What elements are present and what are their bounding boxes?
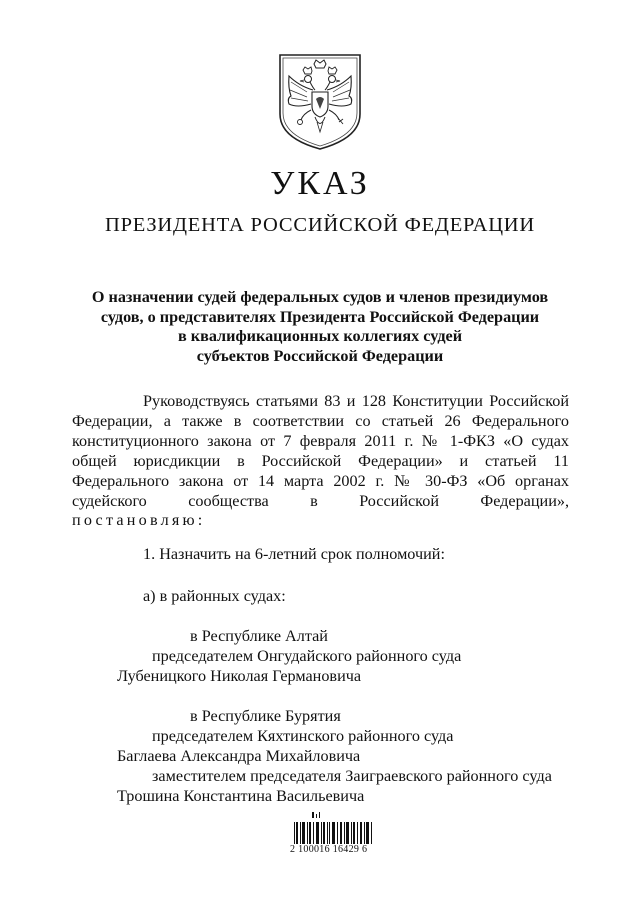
document-subtitle: ПРЕЗИДЕНТА РОССИЙСКОЙ ФЕДЕРАЦИИ xyxy=(104,214,536,236)
region-buryatia: в Республике Бурятия xyxy=(190,707,341,725)
appointment-position: председателем Кяхтинского районного суда xyxy=(152,727,454,745)
heading-line: субъектов Российской Федерации xyxy=(196,346,444,365)
appointment-position: председателем Онгудайского районного суда xyxy=(152,647,462,665)
appointee-name: Трошина Константина Васильевича xyxy=(117,787,365,805)
heading-line: О назначении судей федеральных судов и членов президиумов xyxy=(91,288,549,306)
heading-line: в квалификационных коллегиях судей xyxy=(177,327,463,346)
appointee-name: Баглаева Александра Михайловича xyxy=(117,747,361,765)
preamble-line: конституционного закона от 7 февраля 2011 г. № 1-ФКЗ «О судах xyxy=(72,431,569,450)
heading-line: судов, о представителях Президента Российской Федерации xyxy=(100,307,540,326)
preamble-line: судейского сообщества в Российской Федерации», xyxy=(72,491,569,510)
preamble-line: Федерации, а также в соответствии со статьей 26 Федерального xyxy=(72,411,569,430)
item-1: 1. Назначить на 6-летний срок полномочий: xyxy=(143,545,445,563)
region-altai: в Республике Алтай xyxy=(190,627,328,645)
coat-of-arms-emblem xyxy=(277,52,363,152)
item-a: а) в районных судах: xyxy=(143,587,286,605)
preamble-line: Руководствуясь статьями 83 и 128 Конституции Российской xyxy=(143,392,569,410)
decree-heading xyxy=(0,288,640,366)
preamble-line: Федерального закона от 14 марта 2002 г. № 30-ФЗ «Об органах xyxy=(72,471,569,490)
preamble-line: общей юрисдикции в Российской Федерации» и статьей 11 xyxy=(72,451,569,470)
preamble-paragraph xyxy=(72,392,569,531)
document-title: УКАЗ xyxy=(270,165,370,202)
decree-word: постановляю: xyxy=(72,511,206,530)
appointment-position: заместителем председателя Заиграевского районного суда xyxy=(152,767,552,785)
appointee-name: Лубеницкого Николая Германовича xyxy=(117,667,362,685)
barcode-number: 2 100016 16429 6 xyxy=(290,844,368,855)
